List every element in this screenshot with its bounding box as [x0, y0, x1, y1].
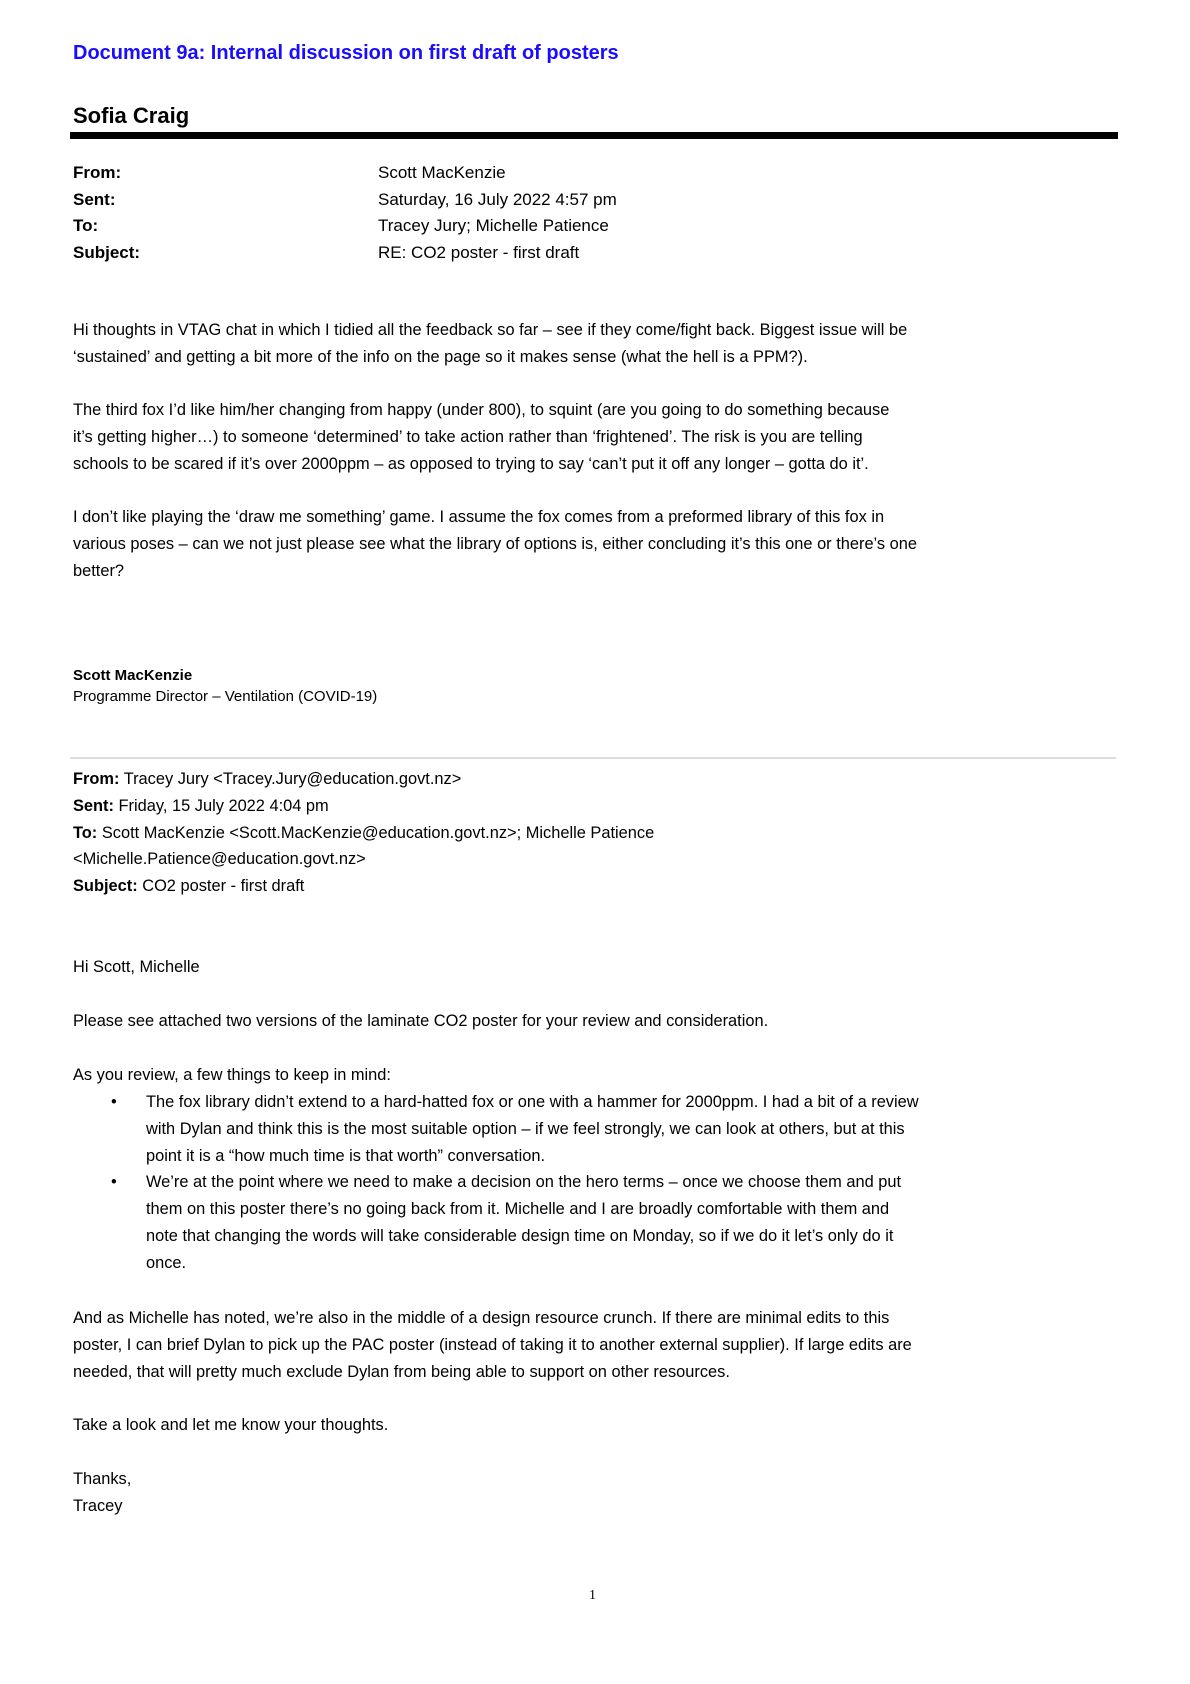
message-separator	[70, 757, 1116, 759]
text-line: Hi thoughts in VTAG chat in which I tidied all the feedback so far – see if they come/fight back. Biggest issue will be	[73, 321, 908, 339]
signature-name: Scott MacKenzie	[73, 667, 193, 684]
orig-from-value: Tracey Jury <Tracey.Jury@education.govt.nz>	[119, 770, 462, 788]
closing-text: Thanks,	[73, 1470, 132, 1488]
page-number: 1	[589, 1588, 596, 1603]
text-line: ‘sustained’ and getting a bit more of the info on the page so it makes sense (what the hell is a PPM?).	[73, 347, 808, 366]
bullet-list	[73, 1089, 919, 1277]
original-paragraph-4: Take a look and let me know your thoughts.	[73, 1416, 389, 1434]
header-labels	[73, 160, 140, 266]
text-line: point it is a “how much time is that worth” conversation.	[146, 1146, 546, 1165]
orig-sent-value: Friday, 15 July 2022 4:04 pm	[113, 796, 329, 815]
orig-to-value: Scott MacKenzie <Scott.MacKenzie@education.govt.nz>; Michelle Patience	[97, 823, 655, 842]
closing-name: Tracey	[73, 1496, 123, 1515]
header-values	[378, 160, 617, 266]
signature	[73, 665, 377, 707]
text-line: The third fox I’d like him/her changing from happy (under 800), to squint (are you going to do something because	[73, 401, 890, 419]
reply-paragraph-2	[73, 397, 889, 477]
to-label: To:	[73, 216, 99, 236]
bullet-icon: •	[111, 1093, 117, 1111]
original-paragraph-2: As you review, a few things to keep in mind:	[73, 1066, 391, 1084]
text-line: The fox library didn’t extend to a hard-hatted fox or one with a hammer for 2000ppm. I had a bit of a review	[146, 1093, 919, 1111]
text-line: once.	[146, 1253, 187, 1272]
original-header	[73, 766, 654, 900]
reply-paragraph-1	[73, 317, 907, 371]
text-line: I don’t like playing the ‘draw me something’ game. I assume the fox comes from a preformed library of this fox in	[73, 508, 885, 526]
header-divider	[70, 132, 1118, 139]
to-value: Tracey Jury; Michelle Patience	[378, 216, 609, 236]
text-line: note that changing the words will take considerable design time on Monday, so if we do it let’s only do it	[146, 1226, 894, 1245]
orig-subject-label: Subject:	[73, 877, 138, 896]
text-line: them on this poster there’s no going back from it. Michelle and I are broadly comfortable with them and	[146, 1200, 890, 1219]
text-line: poster, I can brief Dylan to pick up the PAC poster (instead of taking it to another external supplier). If large edits are	[73, 1335, 912, 1354]
greeting: Hi Scott, Michelle	[73, 958, 200, 976]
bullet-icon: •	[111, 1173, 117, 1192]
signature-title: Programme Director – Ventilation (COVID-19)	[73, 688, 378, 705]
subject-label: Subject:	[73, 242, 141, 262]
text-line: it’s getting higher…) to someone ‘determined’ to take action rather than ‘frightened’. The risk is you are telling	[73, 427, 863, 446]
mailbox-owner-name: Sofia Craig	[73, 103, 190, 128]
text-line: needed, that will pretty much exclude Dylan from being able to support on other resources.	[73, 1362, 730, 1381]
orig-from-label: From:	[73, 770, 120, 788]
orig-sent-label: Sent:	[73, 796, 114, 815]
original-paragraph-3	[73, 1305, 912, 1385]
text-line: with Dylan and think this is the most suitable option – if we feel strongly, we can look at others, but at this	[146, 1119, 905, 1138]
orig-to-label: To:	[73, 823, 98, 842]
sent-label: Sent:	[73, 189, 116, 209]
from-label: From:	[73, 163, 122, 182]
orig-subject-value: CO2 poster - first draft	[137, 877, 305, 896]
closing	[73, 1466, 131, 1520]
list-item	[73, 1089, 919, 1169]
reply-paragraph-3	[73, 504, 917, 584]
original-paragraph-1: Please see attached two versions of the laminate CO2 poster for your review and consideration.	[73, 1012, 769, 1030]
text-line: We’re at the point where we need to make a decision on the hero terms – once we choose them and put	[146, 1173, 902, 1192]
from-value: Scott MacKenzie	[378, 163, 506, 182]
orig-to-value-cont: <Michelle.Patience@education.govt.nz>	[73, 850, 366, 869]
list-item	[73, 1169, 919, 1276]
text-line: various poses – can we not just please see what the library of options is, either concluding it’s this one or there’s one	[73, 534, 917, 553]
subject-value: RE: CO2 poster - first draft	[378, 242, 580, 262]
text-line: schools to be scared if it’s over 2000ppm – as opposed to trying to say ‘can’t put it off any longer – gotta do it’.	[73, 454, 869, 473]
text-line: better?	[73, 561, 125, 580]
text-line: And as Michelle has noted, we’re also in the middle of a design resource crunch. If there are minimal edits to this	[73, 1309, 890, 1327]
document-title: Document 9a: Internal discussion on first draft of posters	[73, 42, 619, 64]
sent-value: Saturday, 16 July 2022 4:57 pm	[378, 189, 617, 209]
